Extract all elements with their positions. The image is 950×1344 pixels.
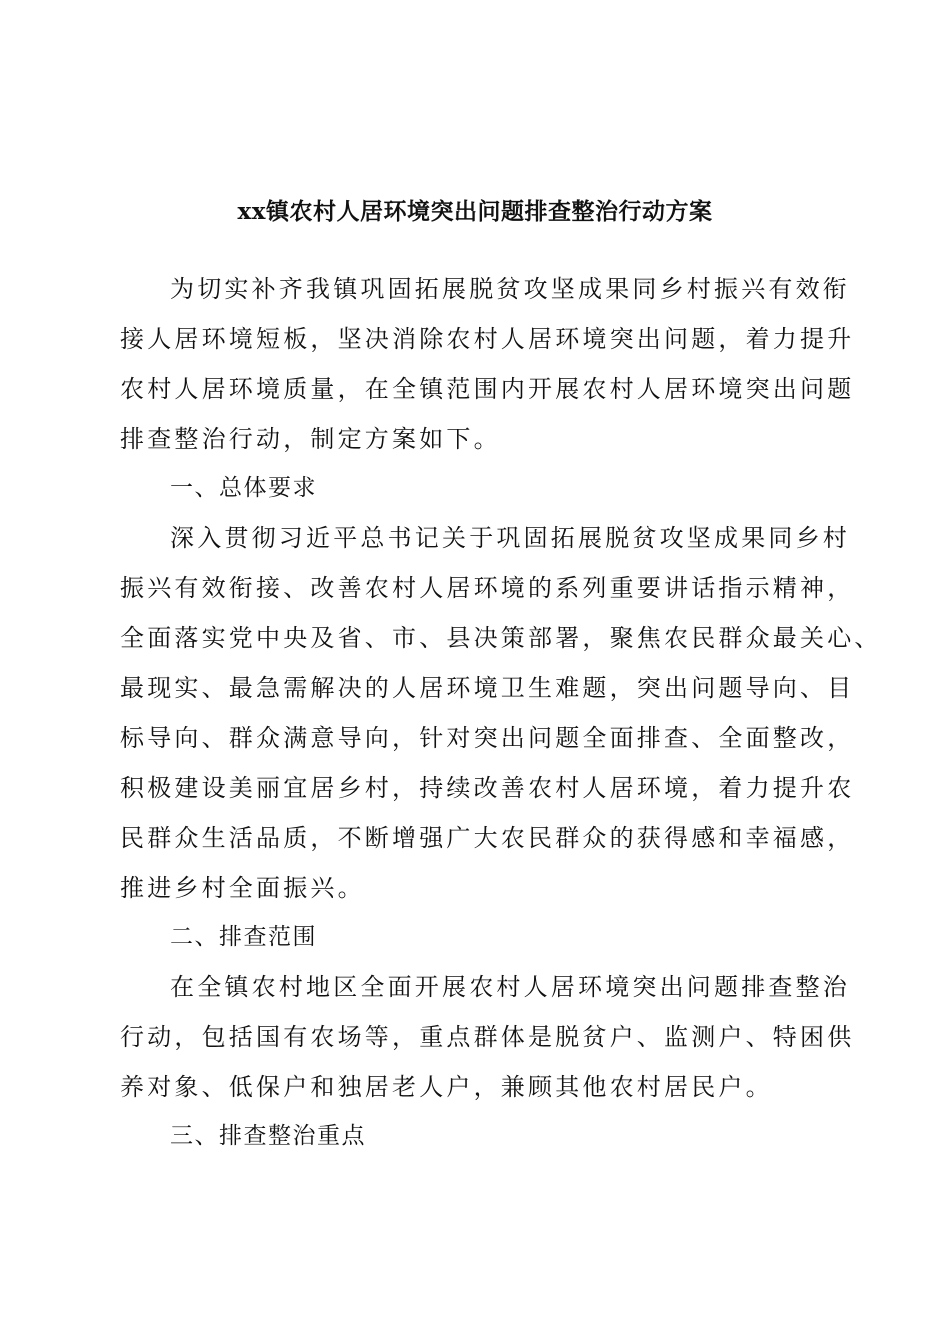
paragraph-line: 全面落实党中央及省、市、县决策部署，聚焦农民群众最关心、 [120, 624, 882, 652]
paragraph-line: 推进乡村全面振兴。 [120, 874, 365, 902]
paragraph-line: 深入贯彻习近平总书记关于巩固拓展脱贫攻坚成果同乡村 [170, 524, 850, 552]
paragraph-line: 接人居环境短板，坚决消除农村人居环境突出问题，着力提升 [120, 325, 855, 353]
paragraph-line: 养对象、低保户和独居老人户，兼顾其他农村居民户。 [120, 1073, 773, 1101]
section-paragraph-general-requirements [120, 513, 882, 913]
document-title: xx镇农村人居环境突出问题排查整治行动方案 [237, 198, 713, 225]
paragraph-line: 在全镇农村地区全面开展农村人居环境突出问题排查整治 [170, 973, 850, 1001]
paragraph-line: 行动，包括国有农场等，重点群体是脱贫户、监测户、特困供 [120, 1023, 855, 1051]
section-heading-inspection-scope: 二、排查范围 [170, 924, 317, 950]
paragraph-line: 标导向、群众满意导向，针对突出问题全面排查、全面整改， [120, 724, 855, 752]
paragraph-line: 最现实、最急需解决的人居环境卫生难题，突出问题导向、目 [120, 674, 855, 702]
paragraph-line: 积极建设美丽宜居乡村，持续改善农村人居环境，着力提升农 [120, 774, 855, 802]
section-paragraph-inspection-scope [120, 962, 860, 1112]
paragraph-line: 为切实补齐我镇巩固拓展脱贫攻坚成果同乡村振兴有效衔 [170, 275, 850, 303]
paragraph-line: 排查整治行动，制定方案如下。 [120, 425, 501, 453]
section-heading-general-requirements: 一、总体要求 [170, 475, 317, 501]
section-heading-key-points: 三、排查整治重点 [170, 1123, 366, 1149]
paragraph-line: 农村人居环境质量，在全镇范围内开展农村人居环境突出问题 [120, 375, 855, 403]
paragraph-line: 民群众生活品质，不断增强广大农民群众的获得感和幸福感， [120, 824, 855, 852]
intro-paragraph [120, 264, 860, 464]
paragraph-line: 振兴有效衔接、改善农村人居环境的系列重要讲话指示精神， [120, 574, 855, 602]
